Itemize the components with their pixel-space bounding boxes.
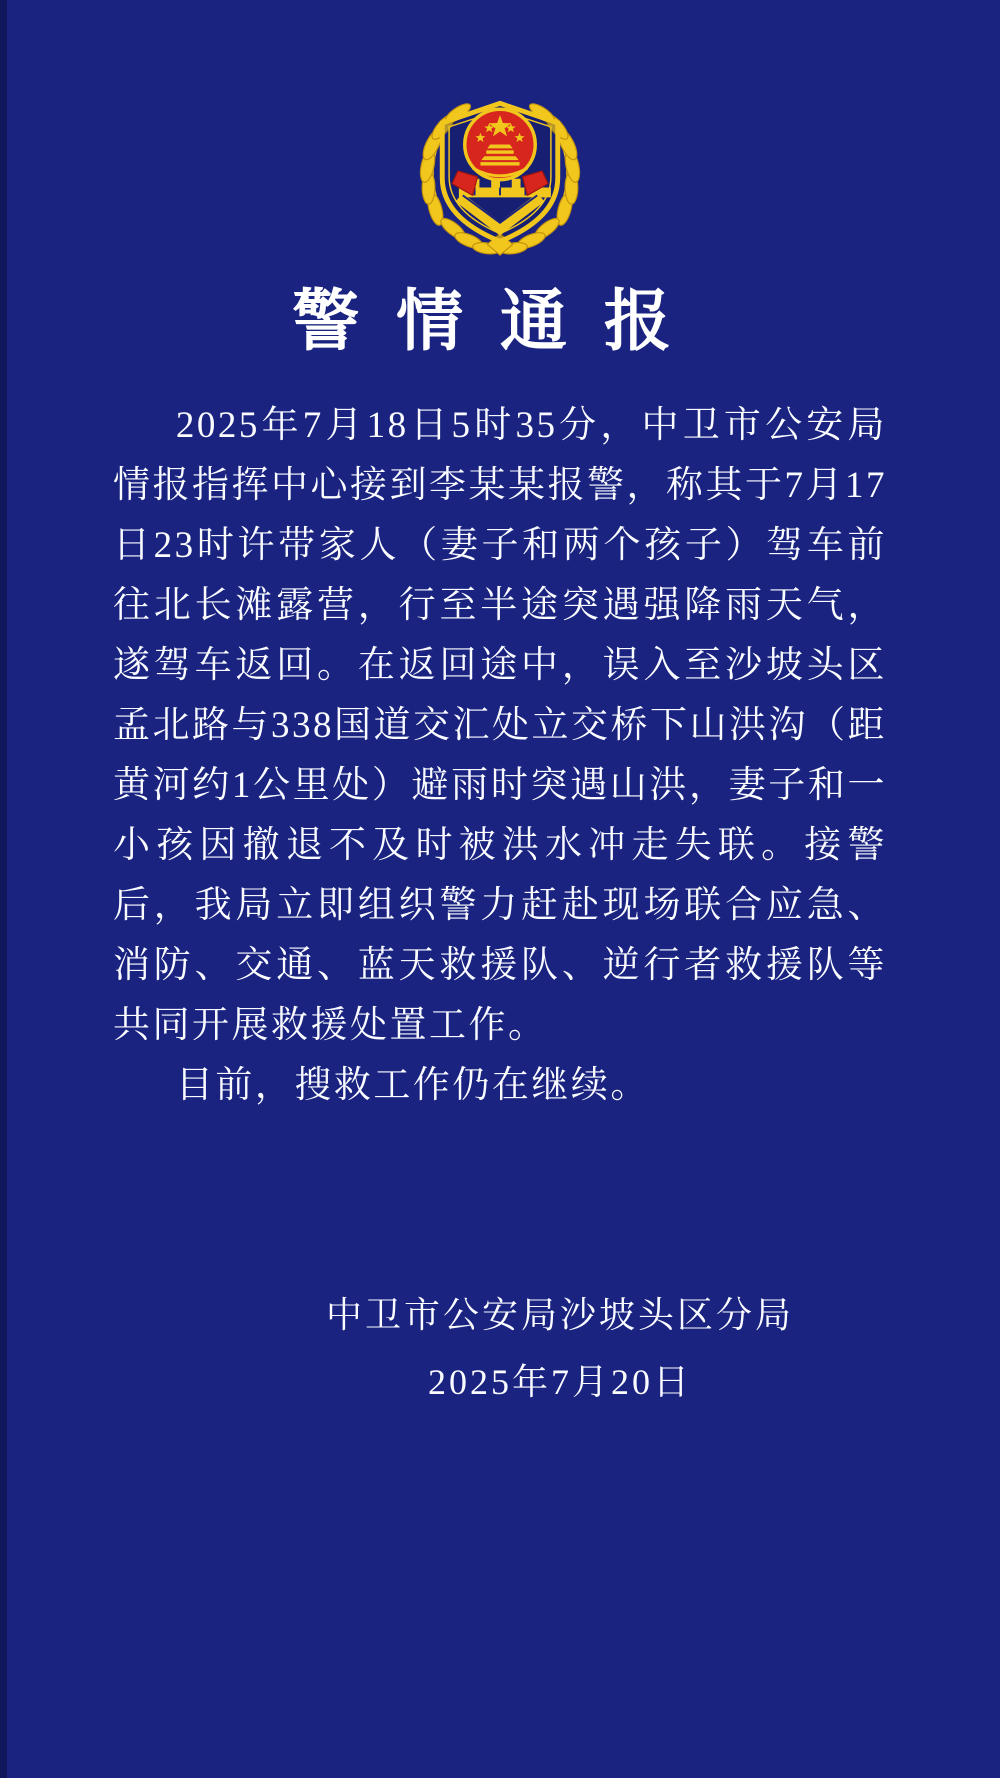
police-badge-icon: [401, 74, 599, 260]
issue-date: 2025年7月20日: [427, 1362, 692, 1402]
signature-block: [120, 1282, 1000, 1416]
body-paragraph: 2025年7月18日5时35分，中卫市公安局情报指挥中心接到李某某报警，称其于7月17日23时许带家人（妻子和两个孩子）驾车前往北长滩露营，行至半途突遇强降雨天气，遂驾车返回。在返回途中，误入至沙坡头区孟北路与338国道交汇处立交桥下山洪沟（距黄河约1公里处）避雨时突遇山洪，妻子和一小孩因撤退不及时被洪水冲走失联。接警后，我局立即组织警力赶赴现场联合应急、消防、交通、蓝天救援队、逆行者救援队等共同开展救援处置工作。: [113, 405, 887, 1046]
notice-body: [113, 396, 887, 1116]
issuing-agency: 中卫市公安局沙坡头区分局: [325, 1295, 794, 1335]
body-paragraph: 目前，搜救工作仍在继续。: [175, 1065, 650, 1106]
notice-title: 警情通报: [292, 285, 708, 359]
